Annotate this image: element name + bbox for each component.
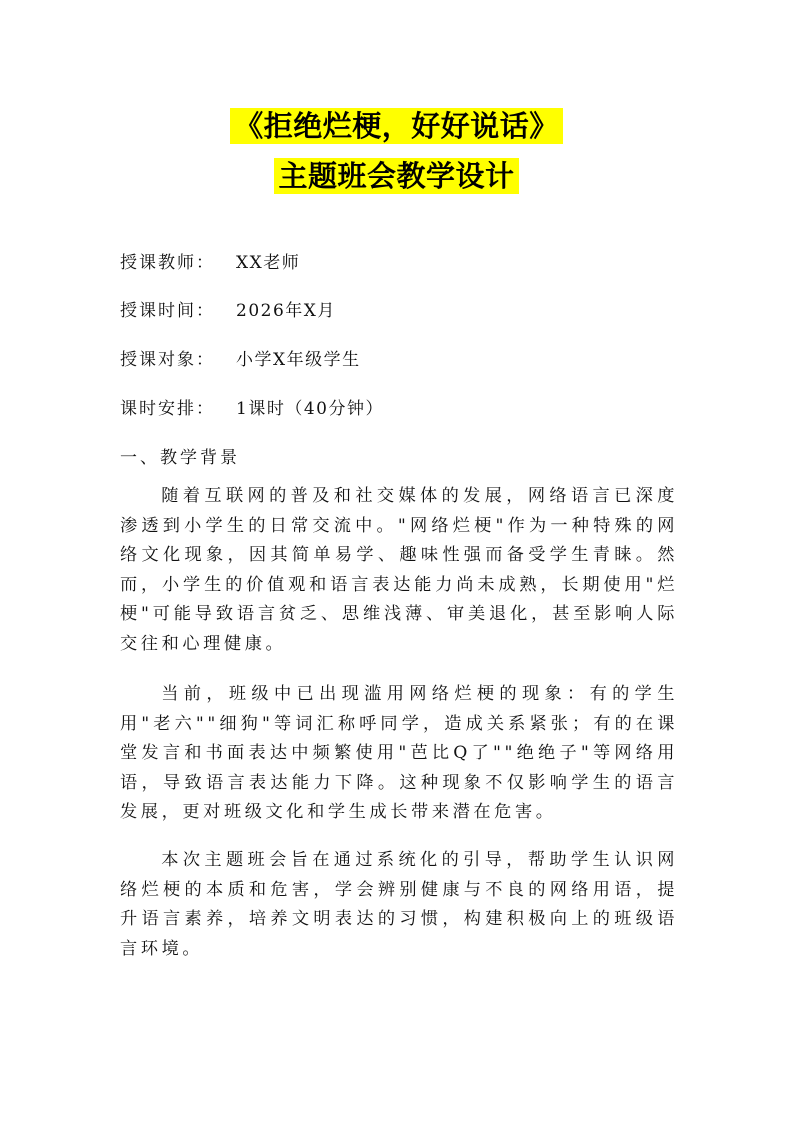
meta-label: 课时安排：	[120, 399, 215, 419]
paragraph-background-2: 当前，班级中已出现滥用网络烂梗的现象：有的学生用"老六""细狗"等词汇称呼同学，造成关系紧张；有的在课堂发言和书面表达中频繁使用"芭比Q了""绝绝子"等网络用语，导致语言表达能力下降。这种现象不仅影响学生的语言发展，更对班级文化和学生成长带来潜在危害。	[120, 684, 678, 822]
meta-value: 1课时（40分钟）	[236, 399, 384, 419]
section-heading-background: 一、教学背景	[120, 448, 240, 468]
meta-label: 授课时间：	[120, 301, 215, 321]
meta-label: 授课教师：	[120, 253, 215, 273]
meta-value: 2026年X月	[236, 301, 336, 321]
paragraph-background-3: 本次主题班会旨在通过系统化的引导，帮助学生认识网络烂梗的本质和危害，学会辨别健康与不良的网络用语，提升语言素养，培养文明表达的习惯，构建积极向上的班级语言环境。	[120, 850, 678, 959]
title-line-1-container	[0, 108, 793, 144]
meta-teacher	[120, 252, 300, 274]
meta-audience	[120, 349, 361, 371]
meta-value: 小学X年级学生	[236, 350, 361, 370]
paragraph-background-1: 随着互联网的普及和社交媒体的发展，网络语言已深度渗透到小学生的日常交流中。"网络烂梗"作为一种特殊的网络文化现象，因其简单易学、趣味性强而备受学生青睐。然而，小学生的价值观和语言表达能力尚未成熟，长期使用"烂梗"可能导致语言贫乏、思维浅薄、审美退化，甚至影响人际交往和心理健康。	[120, 486, 678, 654]
title-line-2-container	[0, 158, 793, 194]
document-title: 《拒绝烂梗，好好说话》	[230, 108, 563, 144]
meta-label: 授课对象：	[120, 350, 215, 370]
meta-value: XX老师	[236, 253, 301, 273]
meta-schedule	[120, 398, 384, 420]
document-subtitle: 主题班会教学设计	[274, 158, 518, 194]
meta-time	[120, 300, 336, 322]
